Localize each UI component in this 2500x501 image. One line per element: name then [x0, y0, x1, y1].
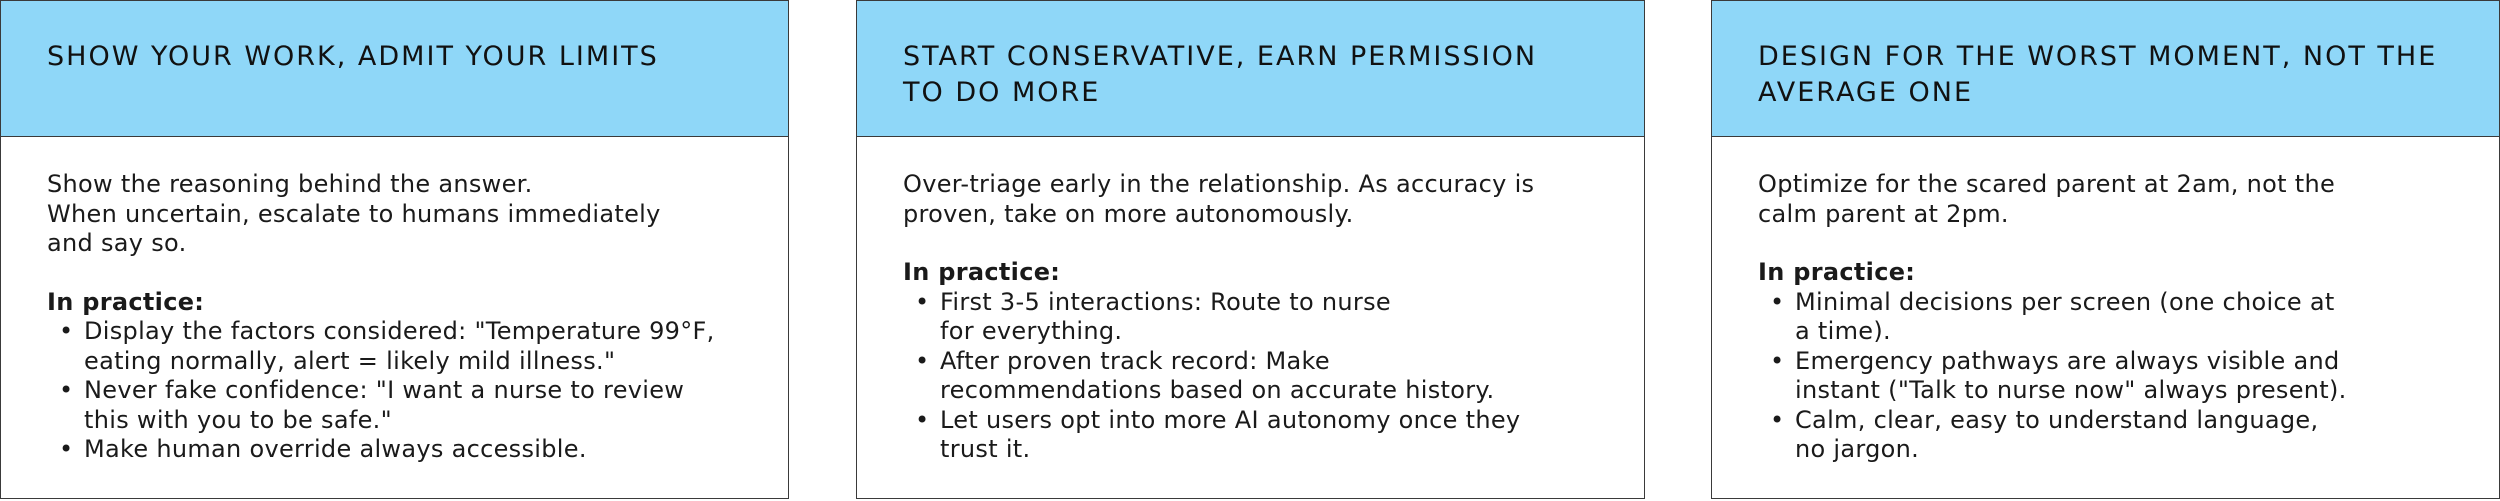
- card-header: [1712, 1, 2499, 137]
- list-item: • First 3-5 interactions: Route to nurse for everything.: [903, 288, 1598, 347]
- card-header: [857, 1, 1644, 137]
- list-item: • Minimal decisions per screen (one choice at a time).: [1758, 288, 2453, 347]
- intro-line: calm parent at 2pm.: [1758, 199, 2009, 228]
- card-title: SHOW YOUR WORK, ADMIT YOUR LIMITS: [47, 41, 659, 72]
- list-item: • After proven track record: Make recommendations based on accurate history.: [903, 347, 1598, 406]
- intro-line: proven, take on more autonomously.: [903, 199, 1354, 228]
- list-item: • Calm, clear, easy to understand language, no jargon.: [1758, 406, 2453, 465]
- card-intro: [903, 170, 1598, 229]
- intro-line: and say so.: [47, 229, 187, 257]
- in-practice-label: In practice:: [1758, 258, 1916, 286]
- practice-list: [47, 317, 742, 465]
- principle-card-show-your-work: [0, 0, 789, 499]
- in-practice-label: In practice:: [47, 287, 205, 316]
- list-item: • Display the factors considered: "Temperature 99°F, eating normally, alert = likely mild illness.": [47, 317, 742, 376]
- list-item: • Let users opt into more AI autonomy once they trust it.: [903, 406, 1598, 465]
- intro-line: Over-triage early in the relationship. As accuracy is: [903, 170, 1535, 198]
- list-item: • Emergency pathways are always visible and instant ("Talk to nurse now" always present).: [1758, 347, 2453, 406]
- card-body: [1, 137, 788, 465]
- card-intro: [1758, 170, 2453, 229]
- intro-line: Optimize for the scared parent at 2am, not the: [1758, 170, 2336, 198]
- practice-list: [1758, 288, 2453, 465]
- card-title: START CONSERVATIVE, EARN PERMISSION TO DO MORE: [903, 41, 1538, 108]
- list-item: • Never fake confidence: "I want a nurse to review this with you to be safe.": [47, 376, 742, 435]
- list-item: • Make human override always accessible.: [47, 435, 742, 465]
- intro-line: When uncertain, escalate to humans immediately: [47, 199, 661, 228]
- practice-list: [903, 288, 1598, 465]
- card-body: [857, 137, 1644, 465]
- in-practice-label: In practice:: [903, 258, 1061, 286]
- principle-card-design-for-worst-moment: [1711, 0, 2500, 499]
- intro-line: Show the reasoning behind the answer.: [47, 170, 533, 198]
- principle-card-start-conservative: [856, 0, 1645, 499]
- card-intro: [47, 170, 742, 259]
- card-header: [1, 1, 788, 137]
- card-body: [1712, 137, 2499, 465]
- card-title: DESIGN FOR THE WORST MOMENT, NOT THE AVERAGE ONE: [1758, 41, 2438, 108]
